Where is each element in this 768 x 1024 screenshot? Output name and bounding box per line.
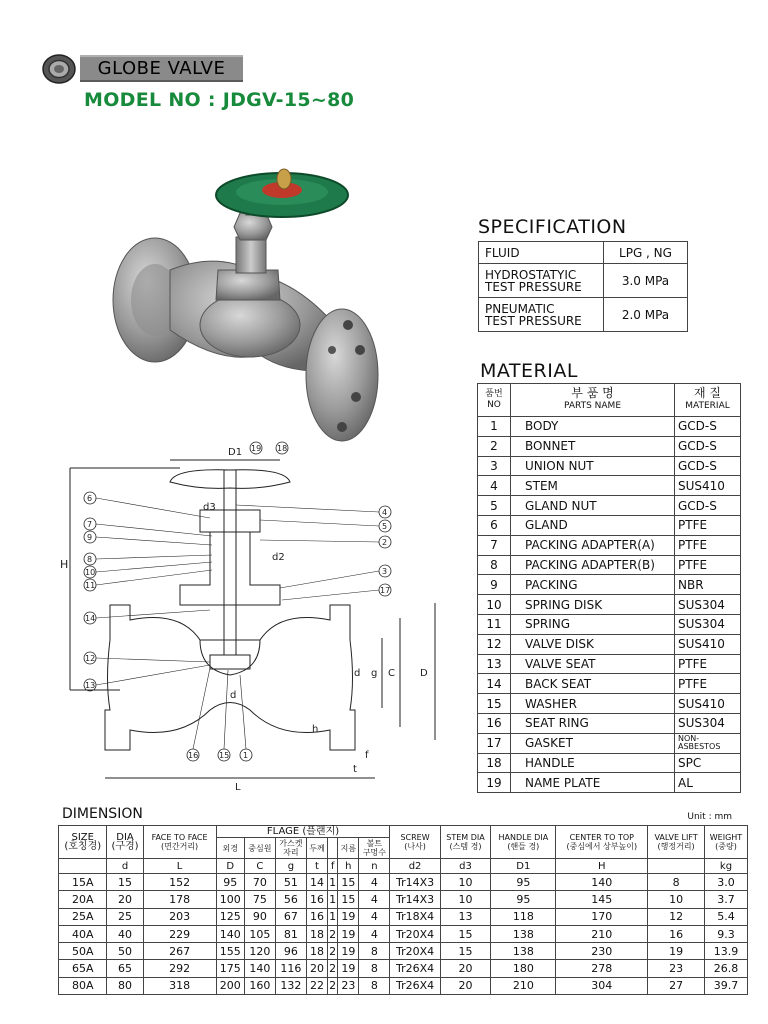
dimension-cell: 125 (216, 908, 244, 925)
dimension-cell: 140 (556, 874, 648, 891)
dimension-cell: 12 (648, 908, 705, 925)
dimension-cell: 178 (143, 891, 216, 908)
dimension-cell: 19 (338, 960, 359, 977)
symbol-cell: H (556, 859, 648, 874)
part-material: PTFE (675, 674, 741, 694)
column-header: HANDLE DIA (핸들 경) (491, 826, 556, 859)
dimension-cell: 51 (275, 874, 306, 891)
part-name: SPRING DISK (511, 595, 675, 615)
material-row (478, 753, 741, 773)
material-table (477, 383, 741, 793)
material-row (478, 674, 741, 694)
dimension-cell: 65A (59, 960, 107, 977)
part-name: PACKING (511, 575, 675, 595)
callout-3: 3 (382, 567, 388, 576)
part-material: SUS410 (675, 634, 741, 654)
dimension-cell: 50A (59, 943, 107, 960)
dimension-cell: 10 (440, 891, 491, 908)
symbol-cell (648, 859, 705, 874)
dimension-cell: 140 (244, 960, 275, 977)
symbol-row (59, 859, 748, 874)
dimension-cell: 25A (59, 908, 107, 925)
dimension-cell: 15A (59, 874, 107, 891)
dimension-cell: 4 (359, 908, 390, 925)
dimension-cell: 15 (440, 943, 491, 960)
dimension-cell: 40 (107, 925, 143, 942)
symbol-cell: kg (704, 859, 747, 874)
dimension-cell: 95 (491, 891, 556, 908)
part-material: SUS304 (675, 595, 741, 615)
symbol-cell: D1 (491, 859, 556, 874)
callout-13: 13 (85, 681, 96, 690)
dimension-cell: 56 (275, 891, 306, 908)
dimension-cell: 39.7 (704, 977, 747, 994)
part-material: NON-ASBESTOS (675, 733, 741, 753)
dimension-cell: 16 (648, 925, 705, 942)
spec-row (479, 264, 688, 298)
dimension-row (59, 977, 748, 994)
part-material: AL (675, 773, 741, 793)
dimension-title: DIMENSION (62, 806, 143, 822)
dim-label-C: C (388, 668, 395, 679)
callout-2: 2 (382, 538, 388, 547)
dimension-row (59, 908, 748, 925)
dimension-cell: 1 (328, 908, 338, 925)
dimension-cell: 15 (107, 874, 143, 891)
dimension-cell: 138 (491, 925, 556, 942)
dimension-cell: 105 (244, 925, 275, 942)
dimension-cell: 27 (648, 977, 705, 994)
dim-label-g: g (371, 668, 378, 679)
dimension-cell: 3.7 (704, 891, 747, 908)
dimension-cell: 19 (338, 925, 359, 942)
dimension-cell: 2 (328, 925, 338, 942)
dimension-cell: 278 (556, 960, 648, 977)
part-material: PTFE (675, 535, 741, 555)
spec-label: HYDROSTATYIC TEST PRESSURE (479, 264, 604, 298)
callout-12: 12 (85, 654, 96, 663)
part-number: 14 (478, 674, 511, 694)
flange-column-header: 외경 (216, 838, 244, 859)
callout-10: 10 (85, 568, 96, 577)
dimension-cell: 230 (556, 943, 648, 960)
dimension-cell: 4 (359, 874, 390, 891)
dimension-cell: 8 (359, 960, 390, 977)
callout-8: 8 (87, 555, 93, 564)
part-number: 10 (478, 595, 511, 615)
dimension-cell: 10 (648, 891, 705, 908)
spec-value: 2.0 MPa (604, 298, 688, 332)
callout-14: 14 (85, 614, 96, 623)
part-number: 17 (478, 733, 511, 753)
dimension-cell: 15 (338, 874, 359, 891)
part-material: PTFE (675, 555, 741, 575)
column-header: STEM DIA (스템 경) (440, 826, 491, 859)
part-material: SPC (675, 753, 741, 773)
dimension-cell: 67 (275, 908, 306, 925)
dimension-row (59, 874, 748, 891)
material-row (478, 535, 741, 555)
symbol-cell: L (143, 859, 216, 874)
dimension-cell: 170 (556, 908, 648, 925)
dimension-cell: 95 (216, 874, 244, 891)
dim-label-d3: d3 (203, 502, 216, 513)
dimension-cell: 9.3 (704, 925, 747, 942)
part-number: 1 (478, 417, 511, 437)
dimension-cell: 229 (143, 925, 216, 942)
part-material: SUS410 (675, 476, 741, 496)
part-material: NBR (675, 575, 741, 595)
dimension-cell: 175 (216, 960, 244, 977)
dimension-cell: 13 (440, 908, 491, 925)
part-number: 7 (478, 535, 511, 555)
column-header: SIZE (호칭경) (59, 826, 107, 859)
dimension-cell: Tr20X4 (390, 925, 440, 942)
dimension-cell: 1 (328, 891, 338, 908)
material-row (478, 515, 741, 535)
material-header-row (478, 384, 741, 417)
dim-label-L: L (235, 782, 241, 793)
dimension-cell: 200 (216, 977, 244, 994)
dimension-cell: Tr26X4 (390, 960, 440, 977)
dimension-cell: 145 (556, 891, 648, 908)
dimension-cell: 318 (143, 977, 216, 994)
callout-18: 18 (277, 444, 288, 453)
part-name: WASHER (511, 694, 675, 714)
symbol-cell: t (306, 859, 327, 874)
part-name: UNION NUT (511, 456, 675, 476)
dimension-cell: 18 (306, 943, 327, 960)
callout-1: 1 (243, 751, 249, 760)
spec-value: 3.0 MPa (604, 264, 688, 298)
part-name: HANDLE (511, 753, 675, 773)
dim-label-h: h (312, 724, 319, 735)
symbol-cell: d2 (390, 859, 440, 874)
dimension-row (59, 925, 748, 942)
dimension-cell: 13.9 (704, 943, 747, 960)
callout-16: 16 (188, 751, 199, 760)
material-row (478, 456, 741, 476)
dimension-cell: 203 (143, 908, 216, 925)
part-name: GLAND (511, 515, 675, 535)
part-number: 18 (478, 753, 511, 773)
part-name: SEAT RING (511, 713, 675, 733)
dimension-cell: 75 (244, 891, 275, 908)
dimension-cell: 20 (107, 891, 143, 908)
part-material: PTFE (675, 515, 741, 535)
part-material: SUS304 (675, 713, 741, 733)
cross-section-drawing (60, 440, 445, 795)
part-number: 5 (478, 496, 511, 516)
column-header: WEIGHT (중량) (704, 826, 747, 859)
dimension-cell: 80 (107, 977, 143, 994)
callout-5: 5 (382, 522, 388, 531)
dimension-cell: 18 (306, 925, 327, 942)
dimension-cell: 132 (275, 977, 306, 994)
dimension-cell: Tr26X4 (390, 977, 440, 994)
valve-photo (110, 165, 385, 445)
dimension-table (58, 825, 748, 995)
dim-label-H: H (60, 558, 69, 571)
part-material: GCD-S (675, 456, 741, 476)
dimension-cell: 40A (59, 925, 107, 942)
globe-valve-logo-icon (42, 54, 76, 84)
dimension-cell: 70 (244, 874, 275, 891)
part-name: STEM (511, 476, 675, 496)
dimension-cell: 80A (59, 977, 107, 994)
material-row (478, 436, 741, 456)
part-number: 2 (478, 436, 511, 456)
dimension-cell: 20 (306, 960, 327, 977)
symbol-cell: n (359, 859, 390, 874)
dimension-cell: 3.0 (704, 874, 747, 891)
symbol-cell: C (244, 859, 275, 874)
dimension-cell: Tr20X4 (390, 943, 440, 960)
dimension-cell: 20 (440, 977, 491, 994)
part-name: PACKING ADAPTER(A) (511, 535, 675, 555)
dim-label-t: t (353, 764, 357, 775)
spec-row (479, 298, 688, 332)
callout-4: 4 (382, 508, 388, 517)
header-material: 재 질 MATERIAL (675, 384, 741, 417)
dimension-cell: 2 (328, 960, 338, 977)
part-material: GCD-S (675, 436, 741, 456)
material-row (478, 614, 741, 634)
flange-column-header (328, 838, 338, 859)
part-name: VALVE SEAT (511, 654, 675, 674)
part-material: SUS410 (675, 694, 741, 714)
dimension-cell: 23 (338, 977, 359, 994)
part-number: 16 (478, 713, 511, 733)
flange-column-header: 중심원 (244, 838, 275, 859)
column-header: FACE TO FACE (면간거리) (143, 826, 216, 859)
dim-label-d: d (230, 690, 237, 701)
material-title: MATERIAL (480, 360, 578, 382)
dim-label-d-flange: d (354, 668, 361, 679)
column-header: SCREW (나사) (390, 826, 440, 859)
material-row (478, 496, 741, 516)
material-row (478, 654, 741, 674)
symbol-cell: f (328, 859, 338, 874)
page-title: GLOBE VALVE (97, 58, 226, 79)
part-name: PACKING ADAPTER(B) (511, 555, 675, 575)
specification-title: SPECIFICATION (478, 216, 627, 238)
material-row (478, 773, 741, 793)
callout-17: 17 (380, 586, 391, 595)
part-name: GASKET (511, 733, 675, 753)
material-row (478, 713, 741, 733)
material-row (478, 595, 741, 615)
dimension-cell: 26.8 (704, 960, 747, 977)
symbol-cell: d3 (440, 859, 491, 874)
dimension-cell: 16 (306, 908, 327, 925)
part-name: VALVE DISK (511, 634, 675, 654)
dimension-cell: 4 (359, 891, 390, 908)
spec-value: LPG , NG (604, 242, 688, 264)
dimension-cell: 23 (648, 960, 705, 977)
callout-11: 11 (85, 581, 96, 590)
dimension-row (59, 891, 748, 908)
part-number: 12 (478, 634, 511, 654)
material-row (478, 575, 741, 595)
symbol-cell: g (275, 859, 306, 874)
part-number: 13 (478, 654, 511, 674)
dimension-cell: 152 (143, 874, 216, 891)
dimension-cell: 16 (306, 891, 327, 908)
spec-row (479, 242, 688, 264)
unit-label: Unit : mm (687, 812, 732, 822)
part-number: 11 (478, 614, 511, 634)
dimension-cell: 25 (107, 908, 143, 925)
dimension-cell: 210 (556, 925, 648, 942)
dimension-cell: 116 (275, 960, 306, 977)
dimension-cell: 4 (359, 925, 390, 942)
dim-label-d2: d2 (272, 552, 285, 563)
part-number: 6 (478, 515, 511, 535)
dimension-cell: 90 (244, 908, 275, 925)
dim-label-D: D (420, 668, 428, 679)
dimension-cell: 160 (244, 977, 275, 994)
dimension-cell: 2 (328, 943, 338, 960)
column-header: CENTER TO TOP (중심에서 상부높이) (556, 826, 648, 859)
model-number: MODEL NO : JDGV-15~80 (84, 89, 355, 111)
dimension-cell: 2 (328, 977, 338, 994)
material-row (478, 634, 741, 654)
dimension-cell: 19 (338, 943, 359, 960)
part-material: PTFE (675, 654, 741, 674)
part-name: NAME PLATE (511, 773, 675, 793)
dimension-cell: 118 (491, 908, 556, 925)
dimension-cell: 65 (107, 960, 143, 977)
dimension-cell: 155 (216, 943, 244, 960)
dimension-row (59, 943, 748, 960)
dimension-cell: 138 (491, 943, 556, 960)
part-number: 3 (478, 456, 511, 476)
header-no: 품번 NO (478, 384, 511, 417)
dimension-cell: 20 (440, 960, 491, 977)
dimension-cell: 304 (556, 977, 648, 994)
part-number: 4 (478, 476, 511, 496)
header-parts-name: 부 품 명 PARTS NAME (511, 384, 675, 417)
dimension-cell: 100 (216, 891, 244, 908)
callout-9: 9 (87, 533, 93, 542)
flange-group-header: FLAGE (플랜지) (216, 826, 390, 838)
symbol-cell: d (107, 859, 143, 874)
dimension-cell: 10 (440, 874, 491, 891)
flange-column-header: 가스켓 자리 (275, 838, 306, 859)
flange-column-header: 두께 (306, 838, 327, 859)
callout-6: 6 (87, 494, 93, 503)
callout-15: 15 (219, 751, 230, 760)
part-number: 9 (478, 575, 511, 595)
spec-label: FLUID (479, 242, 604, 264)
part-name: SPRING (511, 614, 675, 634)
symbol-cell: D (216, 859, 244, 874)
flange-column-header: 지름 (338, 838, 359, 859)
column-header: VALVE LIFT (행정거리) (648, 826, 705, 859)
part-number: 15 (478, 694, 511, 714)
dimension-cell: 19 (338, 908, 359, 925)
spec-label: PNEUMATIC TEST PRESSURE (479, 298, 604, 332)
dimension-cell: 14 (306, 874, 327, 891)
dim-label-f: f (365, 750, 369, 761)
material-row (478, 555, 741, 575)
dimension-cell: Tr14X3 (390, 891, 440, 908)
dimension-cell: 292 (143, 960, 216, 977)
dimension-cell: 180 (491, 960, 556, 977)
dimension-cell: Tr18X4 (390, 908, 440, 925)
dimension-cell: Tr14X3 (390, 874, 440, 891)
dimension-cell: 140 (216, 925, 244, 942)
dimension-cell: 120 (244, 943, 275, 960)
part-number: 8 (478, 555, 511, 575)
callout-19: 19 (251, 444, 262, 453)
part-material: GCD-S (675, 417, 741, 437)
part-name: BODY (511, 417, 675, 437)
dimension-cell: 5.4 (704, 908, 747, 925)
dimension-cell: 19 (648, 943, 705, 960)
part-material: GCD-S (675, 496, 741, 516)
dim-label-D1: D1 (228, 447, 243, 458)
callout-7: 7 (87, 520, 93, 529)
material-row (478, 694, 741, 714)
material-row (478, 476, 741, 496)
dimension-cell: 8 (359, 977, 390, 994)
dimension-header-row (59, 826, 748, 838)
material-row (478, 733, 741, 753)
dimension-cell: 50 (107, 943, 143, 960)
part-name: BACK SEAT (511, 674, 675, 694)
dimension-cell: 267 (143, 943, 216, 960)
symbol-cell: h (338, 859, 359, 874)
part-number: 19 (478, 773, 511, 793)
dimension-cell: 20A (59, 891, 107, 908)
dimension-cell: 8 (359, 943, 390, 960)
part-material: SUS304 (675, 614, 741, 634)
symbol-cell (59, 859, 107, 874)
specification-table (478, 241, 688, 332)
material-row (478, 417, 741, 437)
part-name: GLAND NUT (511, 496, 675, 516)
part-name: BONNET (511, 436, 675, 456)
column-header: DIA (구경) (107, 826, 143, 859)
dimension-cell: 22 (306, 977, 327, 994)
dimension-cell: 1 (328, 874, 338, 891)
flange-column-header: 볼트 구멍수 (359, 838, 390, 859)
dimension-cell: 15 (338, 891, 359, 908)
dimension-cell: 8 (648, 874, 705, 891)
dimension-cell: 210 (491, 977, 556, 994)
dimension-cell: 96 (275, 943, 306, 960)
dimension-row (59, 960, 748, 977)
dimension-cell: 95 (491, 874, 556, 891)
dimension-cell: 15 (440, 925, 491, 942)
dimension-cell: 81 (275, 925, 306, 942)
